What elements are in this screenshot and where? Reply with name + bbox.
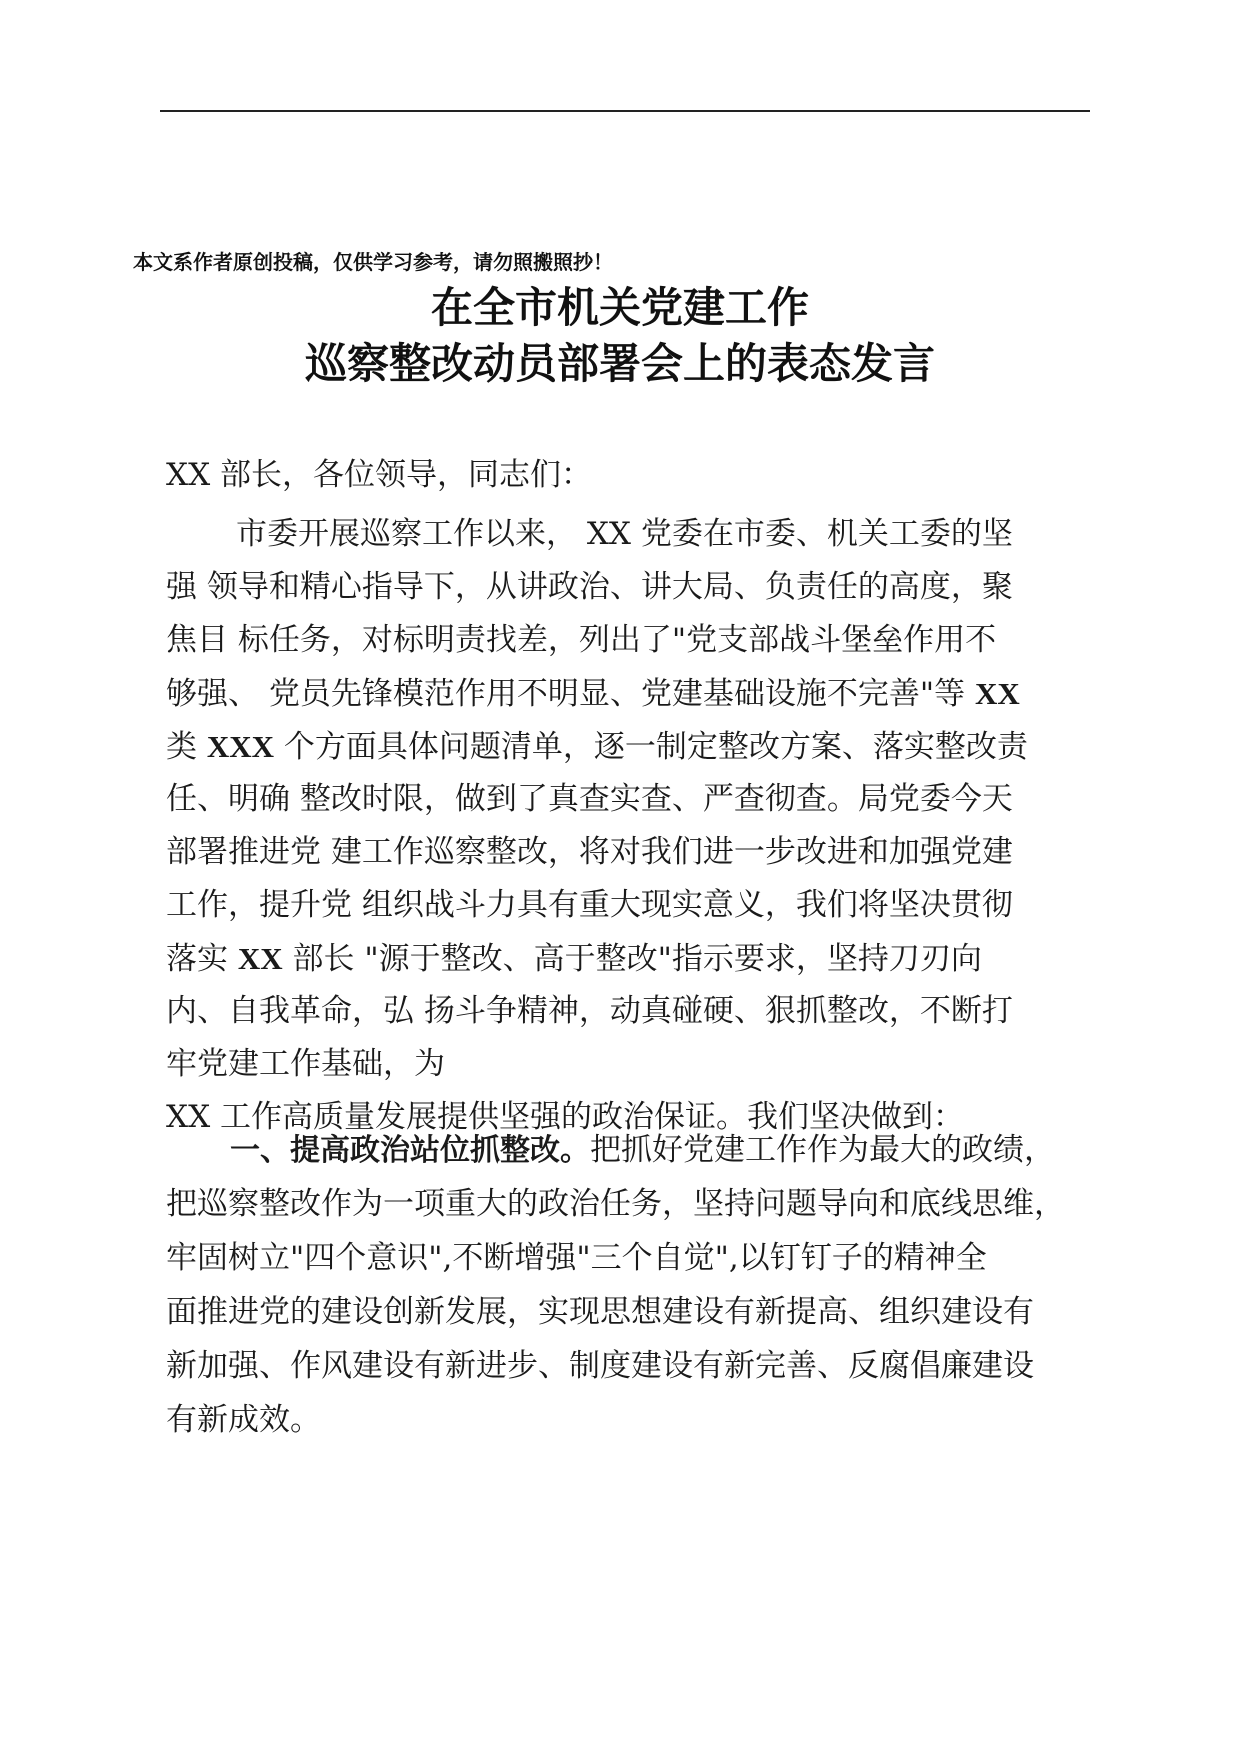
title-line-1: 在全市机关党建工作 — [430, 283, 809, 332]
paragraph-line — [166, 667, 1066, 720]
paragraph-line: 有新成效。 — [166, 1402, 321, 1438]
line-text: 落实 — [166, 941, 238, 977]
paragraph-line: 把巡察整改作为一项重大的政治任务，坚持问题导向和底线思维， — [166, 1186, 1065, 1222]
header-rule — [160, 110, 1090, 112]
paragraph-line: 牢固树立"四个意识",不断增强"三个自觉",以钉钉子的精神全 — [166, 1240, 987, 1276]
title-line-2: 巡察整改动员部署会上的表态发言 — [304, 339, 935, 388]
placeholder-bold: XX — [974, 676, 1020, 711]
paragraph-line — [166, 720, 1066, 773]
paragraph-line: 任、明确 整改时限，做到了真查实查、严查彻查。局党委今天 — [166, 781, 1013, 817]
paragraph-line — [166, 932, 1066, 985]
placeholder-bold: XX — [237, 941, 283, 976]
paragraph-line: 部署推进党 建工作巡察整改，将对我们进一步改进和加强党建 — [166, 834, 1013, 870]
copyright-notice: 本文系作者原创投稿，仅供学习参考，请勿照搬照抄！ — [133, 250, 613, 274]
line-text: 够强、 党员先锋模范作用不明显、党建基础设施不完善"等 — [166, 676, 975, 712]
document-title — [0, 280, 1240, 392]
paragraph-line: 面推进党的建设创新发展，实现思想建设有新提高、组织建设有 — [166, 1294, 1034, 1330]
section-heading: 一、提高政治站位抓整改。 — [230, 1133, 590, 1168]
placeholder-bold: XXX — [206, 729, 275, 764]
paragraph-line: 强 领导和精心指导下，从讲政治、讲大局、负责任的高度，聚 — [166, 569, 1013, 605]
line-text: 个方面具体问题清单，逐一制定整改方案、落实整改责 — [274, 729, 1028, 765]
opening-paragraph — [166, 508, 1066, 1144]
paragraph-line: 牢党建工作基础，为 — [166, 1046, 445, 1082]
line-text: 部长 "源于整改、高于整改"指示要求，坚持刀刃向 — [282, 941, 982, 977]
paragraph-line: 焦目 标任务，对标明责找差，列出了"党支部战斗堡垒作用不 — [166, 622, 997, 658]
line-text: 把抓好党建工作作为最大的政绩， — [590, 1132, 1055, 1168]
paragraph-line: 市委开展巡察工作以来， XX 党委在市委、机关工委的坚 — [236, 516, 1013, 552]
salutation: XX 部长，各位领导，同志们： — [166, 457, 592, 493]
line-text: 类 — [166, 729, 207, 765]
paragraph-line: 内、自我革命，弘 扬斗争精神，动真碰硬、狠抓整改，不断打 — [166, 993, 1013, 1029]
section-1-paragraph — [166, 1123, 1096, 1447]
paragraph-line: XX 工作高质量发展提供坚强的政治保证。我们坚决做到： — [166, 1099, 964, 1135]
paragraph-line: 新加强、作风建设有新进步、制度建设有新完善、反腐倡廉建设 — [166, 1348, 1034, 1384]
paragraph-line — [166, 1123, 1096, 1177]
paragraph-line: 工作，提升党 组织战斗力具有重大现实意义，我们将坚决贯彻 — [166, 887, 1013, 923]
